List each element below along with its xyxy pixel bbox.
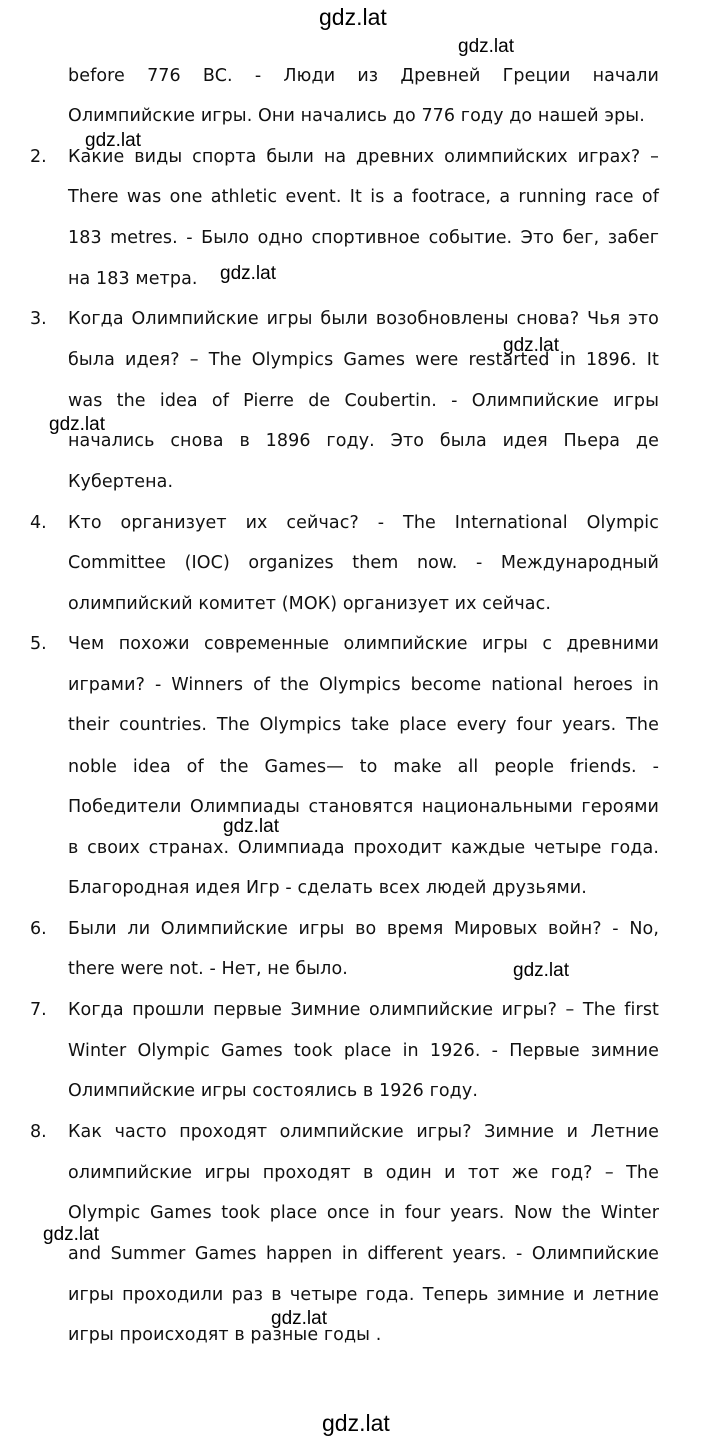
text-line: на 183 метра. <box>68 269 198 289</box>
watermark: gdz.lat <box>85 130 141 151</box>
watermark: gdz.lat <box>223 816 279 837</box>
item-number: 2. <box>30 147 47 167</box>
text-line: Olympic Games took place once in four years. Now the Winter <box>68 1203 659 1223</box>
watermark: gdz.lat <box>503 335 559 356</box>
item-number: 8. <box>30 1122 47 1142</box>
watermark: gdz.lat <box>43 1224 99 1245</box>
text-line: Как часто проходят олимпийские игры? Зимние и Летние <box>68 1122 659 1142</box>
text-line: was the idea of Pierre de Coubertin. - Олимпийские игры <box>68 391 659 411</box>
text-line: Когда Олимпийские игры были возобновлены снова? Чья это <box>68 309 659 329</box>
text-line: Когда прошли первые Зимние олимпийские игры? – The first <box>68 1000 659 1020</box>
text-line: Благородная идея Игр - сделать всех людей друзьями. <box>68 878 587 898</box>
watermark-top: gdz.lat <box>319 4 387 30</box>
text-line: Олимпийские игры состоялись в 1926 году. <box>68 1081 479 1101</box>
watermark: gdz.lat <box>513 960 569 981</box>
watermark: gdz.lat <box>271 1308 327 1329</box>
watermark-bottom: gdz.lat <box>322 1410 390 1436</box>
text-line: Кубертена. <box>68 472 174 492</box>
text-line: Winter Olympic Games took place in 1926. - Первые зимние <box>68 1041 659 1061</box>
text-line: there were not. - Нет, не было. <box>68 959 348 979</box>
text-line: была идея? – The Olympics Games were restarted in 1896. It <box>68 350 659 370</box>
text-line: Чем похожи современные олимпийские игры с древними <box>68 634 659 654</box>
text-line: в своих странах. Олимпиада проходит каждые четыре года. <box>68 838 659 858</box>
item-number: 3. <box>30 309 47 329</box>
text-line: their countries. The Olympics take place every four years. The <box>68 715 659 735</box>
text-line: начались снова в 1896 году. Это была идея Пьера де <box>68 431 659 451</box>
text-line: and Summer Games happen in different years. - Олимпийские <box>68 1244 659 1264</box>
item-number: 6. <box>30 919 47 939</box>
text-line: Победители Олимпиады становятся национальными героями <box>68 797 659 817</box>
text-line: олимпийский комитет (МОК) организует их сейчас. <box>68 594 551 614</box>
watermark: gdz.lat <box>458 36 514 57</box>
text-line: Какие виды спорта были на древних олимпийских играх? – <box>68 147 659 167</box>
text-line: олимпийские игры проходят в один и тот же год? – The <box>68 1163 659 1183</box>
text-line: Были ли Олимпийские игры во время Мировых войн? - No, <box>68 919 659 939</box>
text-line: Кто организует их сейчас? - The International Olympic <box>68 513 659 533</box>
watermark: gdz.lat <box>220 263 276 284</box>
text-line: играми? - Winners of the Olympics become national heroes in <box>68 675 659 695</box>
text-line: before 776 BC. - Люди из Древней Греции начали <box>68 66 659 86</box>
text-line: Committee (IOC) organizes them now. - Международный <box>68 553 659 573</box>
text-line: игры проходили раз в четыре года. Теперь зимние и летние <box>68 1285 659 1305</box>
text-line: игры происходят в разные годы . <box>68 1325 382 1345</box>
text-line: noble idea of the Games— to make all people friends. - <box>68 757 659 777</box>
text-line: There was one athletic event. It is a footrace, a running race of <box>68 187 659 207</box>
text-line: Олимпийские игры. Они начались до 776 году до нашей эры. <box>68 106 645 126</box>
text-line: 183 metres. - Было одно спортивное событие. Это бег, забег <box>68 228 659 248</box>
item-number: 4. <box>30 513 47 533</box>
watermark: gdz.lat <box>49 414 105 435</box>
item-number: 5. <box>30 634 47 654</box>
item-number: 7. <box>30 1000 47 1020</box>
